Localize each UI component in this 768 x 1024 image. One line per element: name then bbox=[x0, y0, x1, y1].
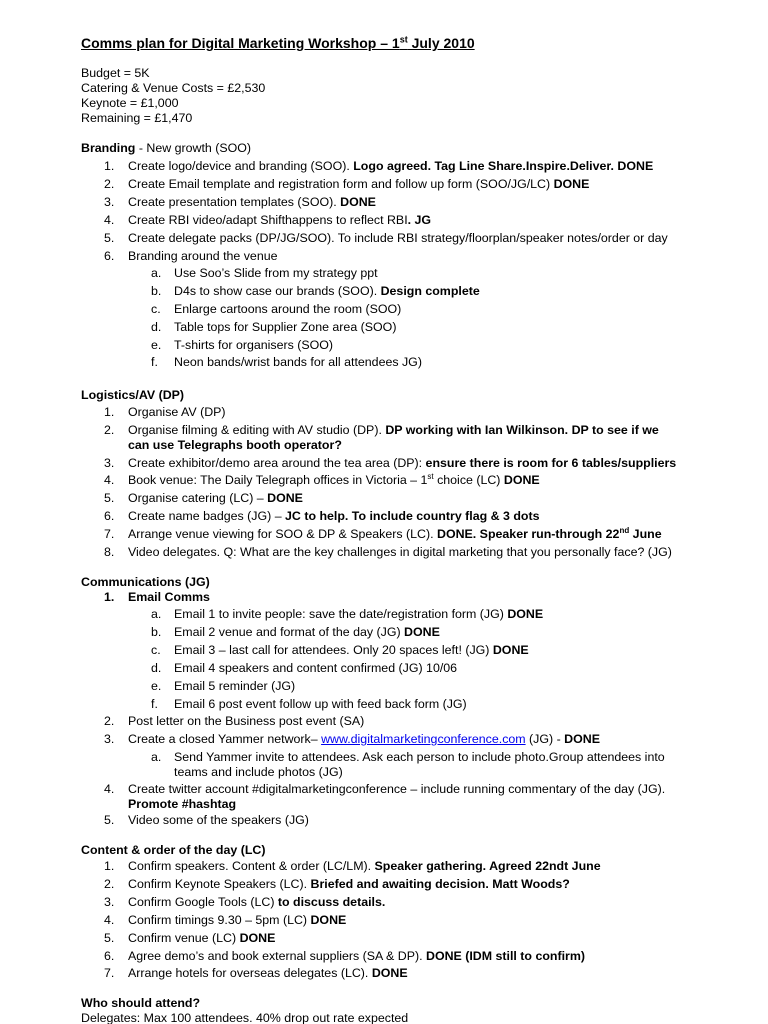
list-item: 2. Post letter on the Business post event (SA) bbox=[104, 714, 365, 728]
list-item: 3. Create a closed Yammer network– www.digitalmarketingconference.com (JG) - DONE bbox=[104, 732, 600, 746]
content-heading: Content & order of the day (LC) bbox=[81, 843, 266, 857]
logistics-heading: Logistics/AV (DP) bbox=[81, 388, 185, 402]
list-item: 5. Video some of the speakers (JG) bbox=[104, 813, 309, 827]
sub-list-item: e. Email 5 reminder (JG) bbox=[151, 679, 296, 693]
list-item: 2. Confirm Keynote Speakers (LC). Briefed and awaiting decision. Matt Woods? bbox=[104, 877, 570, 891]
sub-list-item-continuation: teams and include photos (JG) bbox=[174, 765, 343, 779]
keynote-cost-line: Keynote = £1,000 bbox=[81, 96, 179, 110]
list-item: 6. Branding around the venue bbox=[104, 249, 278, 263]
sub-list-item: b. D4s to show case our brands (SOO). Design complete bbox=[151, 284, 480, 298]
sub-list-item: e. T-shirts for organisers (SOO) bbox=[151, 338, 334, 352]
yammer-link[interactable]: www.digitalmarketingconference.com bbox=[321, 732, 526, 746]
list-item: 2. Organise filming & editing with AV studio (DP). DP working with Ian Wilkinson. DP to see if we bbox=[104, 423, 659, 437]
budget-line: Budget = 5K bbox=[81, 66, 150, 80]
list-item: 4. Create RBI video/adapt Shifthappens to reflect RBI. JG bbox=[104, 213, 432, 227]
list-item: 1. Create logo/device and branding (SOO). Logo agreed. Tag Line Share.Inspire.Deliver. DONE bbox=[104, 159, 654, 173]
list-item: 1. Confirm speakers. Content & order (LC/LM). Speaker gathering. Agreed 22ndt June bbox=[104, 859, 601, 873]
branding-heading: Branding - New growth (SOO) bbox=[81, 141, 252, 155]
list-item: 1. Email Comms bbox=[104, 590, 210, 604]
who-should-attend-heading: Who should attend? bbox=[81, 996, 201, 1010]
sub-list-item: f. Neon bands/wrist bands for all attendees JG) bbox=[151, 355, 422, 369]
list-item: 2. Create Email template and registration form and follow up form (SOO/JG/LC) DONE bbox=[104, 177, 590, 191]
list-item: 5. Confirm venue (LC) DONE bbox=[104, 931, 276, 945]
list-item: 5. Organise catering (LC) – DONE bbox=[104, 491, 303, 505]
list-item-continuation: can use Telegraphs booth operator? bbox=[128, 438, 342, 452]
list-item: 4. Book venue: The Daily Telegraph offices in Victoria – 1st choice (LC) DONE bbox=[104, 471, 540, 487]
list-item: 3. Create presentation templates (SOO). DONE bbox=[104, 195, 376, 209]
list-item: 5. Create delegate packs (DP/JG/SOO). To include RBI strategy/floorplan/speaker notes/order or day bbox=[104, 231, 668, 245]
list-item: 7. Arrange venue viewing for SOO & DP & Speakers (LC). DONE. Speaker run-through 22nd June bbox=[104, 525, 662, 541]
list-item: 7. Arrange hotels for overseas delegates (LC). DONE bbox=[104, 966, 408, 980]
sub-list-item: a. Send Yammer invite to attendees. Ask each person to include photo.Group attendees into bbox=[151, 750, 665, 764]
list-item: 6. Agree demo’s and book external suppliers (SA & DP). DONE (IDM still to confirm) bbox=[104, 949, 586, 963]
sub-list-item: a. Use Soo’s Slide from my strategy ppt bbox=[151, 266, 378, 280]
list-item: 1. Organise AV (DP) bbox=[104, 405, 226, 419]
catering-cost-line: Catering & Venue Costs = £2,530 bbox=[81, 81, 266, 95]
communications-heading: Communications (JG) bbox=[81, 575, 210, 589]
list-item: 8. Video delegates. Q: What are the key challenges in digital marketing that you personally face? (JG) bbox=[104, 545, 672, 559]
sub-list-item: c. Email 3 – last call for attendees. Only 20 spaces left! (JG) DONE bbox=[151, 643, 529, 657]
sub-list-item: d. Table tops for Supplier Zone area (SOO) bbox=[151, 320, 397, 334]
list-item: 4. Create twitter account #digitalmarketingconference – include running commentary of the day (JG). bbox=[104, 782, 666, 796]
list-item: 3. Create exhibitor/demo area around the tea area (DP): ensure there is room for 6 tables/suppliers bbox=[104, 456, 677, 470]
delegates-line: Delegates: Max 100 attendees. 40% drop out rate expected bbox=[81, 1011, 409, 1024]
sub-list-item: b. Email 2 venue and format of the day (JG) DONE bbox=[151, 625, 440, 639]
document-title: Comms plan for Digital Marketing Workshop – 1st July 2010 bbox=[81, 34, 475, 51]
list-item: 3. Confirm Google Tools (LC) to discuss details. bbox=[104, 895, 386, 909]
sub-list-item: d. Email 4 speakers and content confirmed (JG) 10/06 bbox=[151, 661, 458, 675]
sub-list-item: a. Email 1 to invite people: save the date/registration form (JG) DONE bbox=[151, 607, 544, 621]
remaining-line: Remaining = £1,470 bbox=[81, 111, 193, 125]
list-item: 6. Create name badges (JG) – JC to help. To include country flag & 3 dots bbox=[104, 509, 540, 523]
list-item-continuation: Promote #hashtag bbox=[128, 797, 237, 811]
sub-list-item: c. Enlarge cartoons around the room (SOO) bbox=[151, 302, 402, 316]
sub-list-item: f. Email 6 post event follow up with feed back form (JG) bbox=[151, 697, 467, 711]
list-item: 4. Confirm timings 9.30 – 5pm (LC) DONE bbox=[104, 913, 347, 927]
